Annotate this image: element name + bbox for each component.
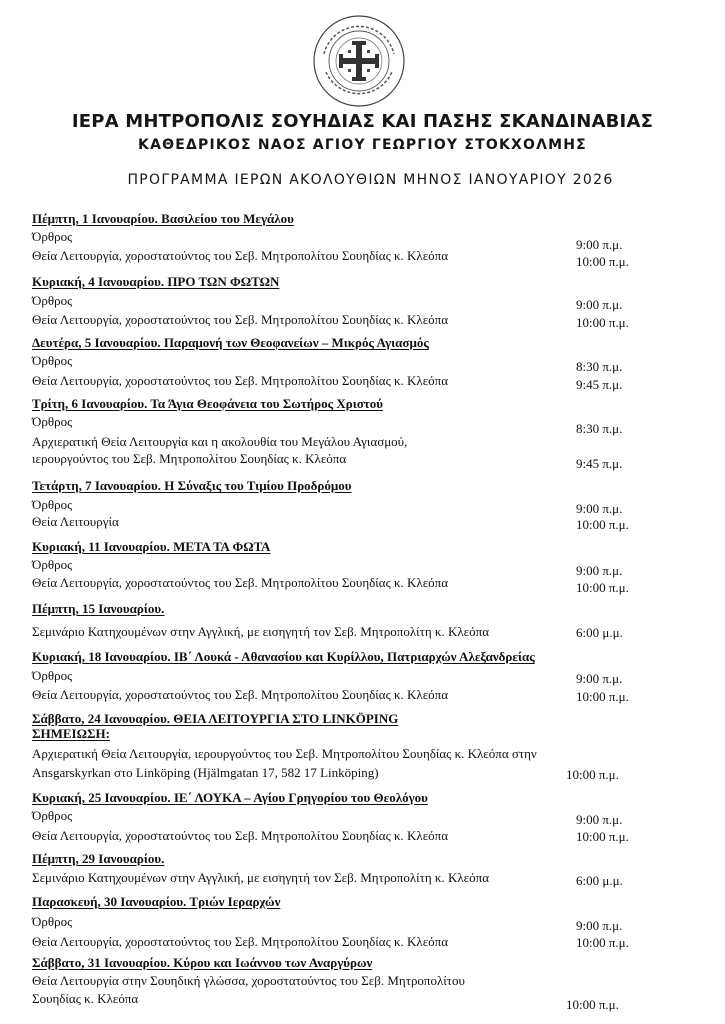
- entry-line: ιερουργούντος του Σεβ. Μητροπολίτου Σουηδίας κ. Κλεόπα: [32, 451, 347, 466]
- entry-line: Σεμινάριο Κατηχουμένων στην Αγγλική, με εισηγητή τον Σεβ. Μητροπολίτη κ. Κλεόπα: [32, 624, 490, 639]
- entry-line: Σεμινάριο Κατηχουμένων στην Αγγλική, με εισηγητή τον Σεβ. Μητροπολίτη κ. Κλεόπα: [32, 870, 490, 885]
- entry-time: 9:45 π.μ.: [576, 377, 623, 392]
- entry-time: 9:45 π.μ.: [576, 456, 623, 471]
- entry-heading: Κυριακή, 11 Ιανουαρίου. ΜΕΤΑ ΤΑ ΦΩΤΑ: [32, 539, 271, 554]
- entry-heading: Πέμπτη, 15 Ιανουαρίου.: [32, 601, 165, 616]
- entry-line: Θεία Λειτουργία, χοροστατούντος του Σεβ. Μητροπολίτου Σουηδίας κ. Κλεόπα: [32, 687, 449, 702]
- entry-line: Θεία Λειτουργία, χοροστατούντος του Σεβ. Μητροπολίτου Σουηδίας κ. Κλεόπα: [32, 828, 449, 843]
- entry-time: 10:00 π.μ.: [576, 517, 629, 532]
- entry-line: Θεία Λειτουργία, χοροστατούντος του Σεβ. Μητροπολίτου Σουηδίας κ. Κλεόπα: [32, 312, 449, 327]
- entry-line: Όρθρος: [32, 293, 73, 308]
- entry-time: 9:00 π.μ.: [576, 918, 623, 933]
- entry-heading: Κυριακή, 25 Ιανουαρίου. ΙΕ΄ ΛΟΥΚΑ – Αγίου Γρηγορίου του Θεολόγου: [32, 790, 428, 805]
- patriarchate-seal: [312, 14, 406, 108]
- entry-time: 9:00 π.μ.: [576, 297, 623, 312]
- entry-note: ΣΗΜΕΙΩΣΗ:: [32, 726, 110, 741]
- entry-heading: Πέμπτη, 1 Ιανουαρίου. Βασιλείου του Μεγάλου: [32, 211, 294, 226]
- entry-line: Θεία Λειτουργία: [32, 514, 119, 529]
- entry-line: Θεία Λειτουργία, χοροστατούντος του Σεβ. Μητροπολίτου Σουηδίας κ. Κλεόπα: [32, 934, 449, 949]
- entry-line: Σουηδίας κ. Κλεόπα: [32, 991, 139, 1006]
- entry-time: 10:00 π.μ.: [576, 315, 629, 330]
- entry-line: Θεία Λειτουργία, χοροστατούντος του Σεβ. Μητροπολίτου Σουηδίας κ. Κλεόπα: [32, 373, 449, 388]
- entry-line: Όρθρος: [32, 229, 73, 244]
- entry-line: Όρθρος: [32, 557, 73, 572]
- entry-line: Θεία Λειτουργία, χοροστατούντος του Σεβ. Μητροπολίτου Σουηδίας κ. Κλεόπα: [32, 248, 449, 263]
- entry-time: 9:00 π.μ.: [576, 812, 623, 827]
- entry-heading: Παρασκευή, 30 Ιανουαρίου. Τριών Ιεραρχών: [32, 894, 281, 909]
- entry-line: Όρθρος: [32, 808, 73, 823]
- entry-time: 10:00 π.μ.: [566, 767, 619, 782]
- entry-time: 10:00 π.μ.: [576, 829, 629, 844]
- entry-heading: Τρίτη, 6 Ιανουαρίου. Τα Άγια Θεοφάνεια του Σωτήρος Χριστού: [32, 396, 384, 411]
- entry-line: Θεία Λειτουργία στην Σουηδική γλώσσα, χοροστατούντος του Σεβ. Μητροπολίτου: [32, 973, 465, 988]
- entry-heading: Σάββατο, 24 Ιανουαρίου. ΘΕΙΑ ΛΕΙΤΟΥΡΓΙΑ ΣΤΟ LINKÖPING: [32, 711, 399, 726]
- entry-time: 10:00 π.μ.: [576, 580, 629, 595]
- cathedral-subtitle: ΚΑΘΕΔΡΙΚΟΣ ΝΑΟΣ ΑΓΙΟΥ ΓΕΩΡΓΙΟΥ ΣΤΟΚΧΟΛΜΗΣ: [138, 137, 587, 153]
- cross-icon: [339, 41, 379, 81]
- entry-time: 9:00 π.μ.: [576, 237, 623, 252]
- entry-time: 9:00 π.μ.: [576, 501, 623, 516]
- entry-line: Αρχιερατική Θεία Λειτουργία, ιερουργούντος του Σεβ. Μητροπολίτου Σουηδίας κ. Κλεόπα στην: [32, 746, 537, 761]
- entry-time: 10:00 π.μ.: [576, 935, 629, 950]
- entry-line: Ansgarskyrkan στο Linköping (Hjälmgatan 17, 582 17 Linköping): [32, 765, 379, 780]
- entry-line: Αρχιερατική Θεία Λειτουργία και η ακολουθία του Μεγάλου Αγιασμού,: [32, 434, 408, 449]
- entry-heading: Δευτέρα, 5 Ιανουαρίου. Παραμονή των Θεοφανείων – Μικρός Αγιασμός: [32, 335, 429, 350]
- entry-line: Θεία Λειτουργία, χοροστατούντος του Σεβ. Μητροπολίτου Σουηδίας κ. Κλεόπα: [32, 575, 449, 590]
- entry-time: 10:00 π.μ.: [576, 254, 629, 269]
- entry-line: Όρθρος: [32, 914, 73, 929]
- entry-heading: Σάββατο, 31 Ιανουαρίου. Κύρου και Ιωάννου των Αναργύρων: [32, 955, 373, 970]
- entry-time: 10:00 π.μ.: [576, 689, 629, 704]
- entry-heading: Πέμπτη, 29 Ιανουαρίου.: [32, 851, 165, 866]
- entry-time: 8:30 π.μ.: [576, 421, 623, 436]
- metropolis-title: ΙΕΡΑ ΜΗΤΡΟΠΟΛΙΣ ΣΟΥΗΔΙΑΣ ΚΑΙ ΠΑΣΗΣ ΣΚΑΝΔΙΝΑΒΙΑΣ: [71, 111, 654, 132]
- entry-heading: Κυριακή, 18 Ιανουαρίου. ΙΒ΄ Λουκά - Αθανασίου και Κυρίλλου, Πατριαρχών Αλεξανδρείας: [32, 649, 535, 664]
- entry-time: 9:00 π.μ.: [576, 671, 623, 686]
- entry-heading: Τετάρτη, 7 Ιανουαρίου. Η Σύναξις του Τιμίου Προδρόμου: [32, 478, 352, 493]
- entry-line: Όρθρος: [32, 353, 73, 368]
- entry-time: 6:00 μ.μ.: [576, 873, 623, 888]
- entry-line: Όρθρος: [32, 497, 73, 512]
- entry-line: Όρθρος: [32, 414, 73, 429]
- entry-line: Όρθρος: [32, 668, 73, 683]
- entry-time: 6:00 μ.μ.: [576, 625, 623, 640]
- entry-time: 10:00 π.μ.: [566, 997, 619, 1012]
- entry-time: 8:30 π.μ.: [576, 359, 623, 374]
- entry-time: 9:00 π.μ.: [576, 563, 623, 578]
- program-title: ΠΡΟΓΡΑΜΜΑ ΙΕΡΩΝ ΑΚΟΛΟΥΘΙΩΝ ΜΗΝΟΣ ΙΑΝΟΥΑΡΙΟΥ 2026: [127, 172, 614, 188]
- entry-heading: Κυριακή, 4 Ιανουαρίου. ΠΡΟ ΤΩΝ ΦΩΤΩΝ: [32, 274, 280, 289]
